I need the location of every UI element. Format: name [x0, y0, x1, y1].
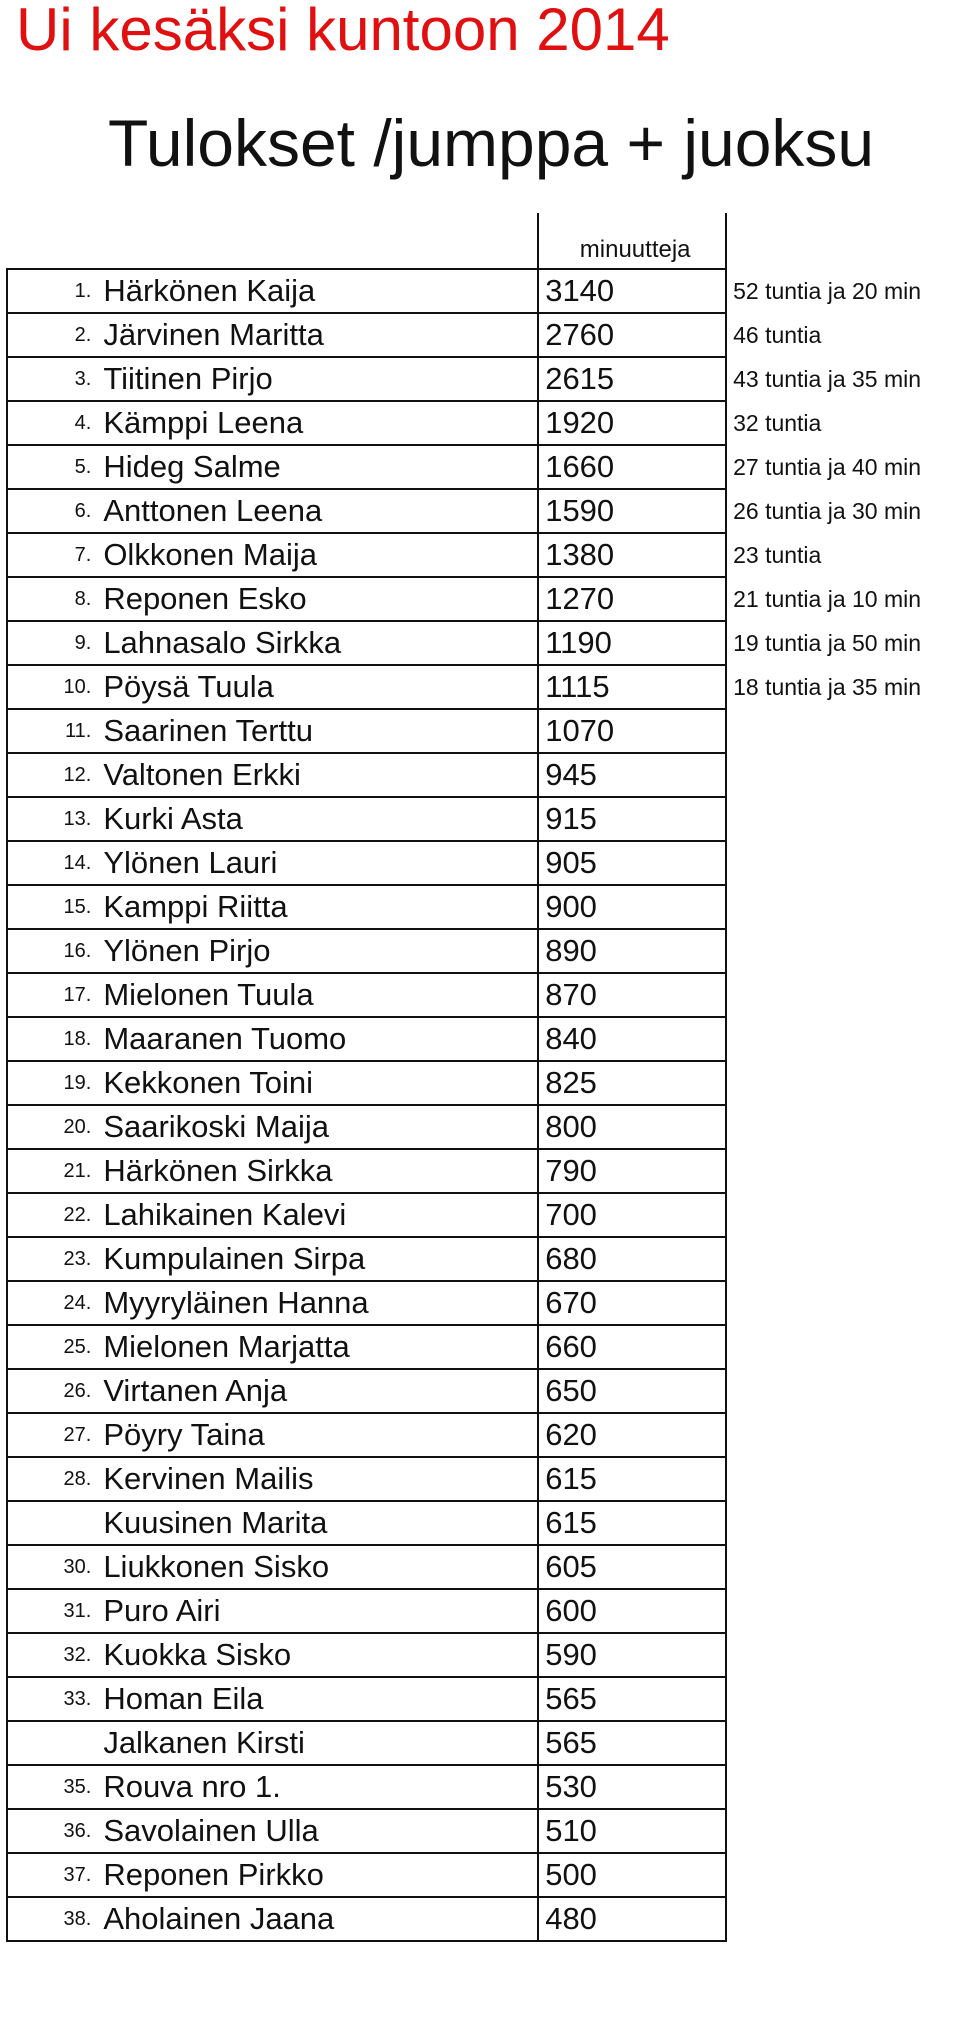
minutes-cell: 1590 — [538, 489, 726, 533]
name-cell: Kumpulainen Sirpa — [97, 1237, 538, 1281]
name-cell: Tiitinen Pirjo — [97, 357, 538, 401]
hours-cell — [726, 1677, 959, 1721]
minutes-cell: 825 — [538, 1061, 726, 1105]
name-cell: Pöysä Tuula — [97, 665, 538, 709]
table-row — [7, 1809, 959, 1853]
rank-cell: 7. — [7, 533, 97, 577]
table-row — [7, 1105, 959, 1149]
rank-cell: 18. — [7, 1017, 97, 1061]
hours-cell — [726, 1105, 959, 1149]
table-row — [7, 665, 959, 709]
table-row — [7, 1237, 959, 1281]
table-row — [7, 269, 959, 313]
table-row — [7, 313, 959, 357]
table-row — [7, 1193, 959, 1237]
name-cell: Aholainen Jaana — [97, 1897, 538, 1941]
name-cell: Mielonen Marjatta — [97, 1325, 538, 1369]
name-cell: Olkkonen Maija — [97, 533, 538, 577]
rank-cell: 14. — [7, 841, 97, 885]
hours-cell — [726, 1853, 959, 1897]
rank-header-cell — [7, 213, 97, 269]
hours-cell — [726, 885, 959, 929]
minutes-cell: 800 — [538, 1105, 726, 1149]
name-cell: Ylönen Lauri — [97, 841, 538, 885]
name-cell: Saarikoski Maija — [97, 1105, 538, 1149]
name-cell: Kuokka Sisko — [97, 1633, 538, 1677]
name-cell: Lahnasalo Sirkka — [97, 621, 538, 665]
minutes-cell: 615 — [538, 1501, 726, 1545]
table-row — [7, 885, 959, 929]
rank-cell: 30. — [7, 1545, 97, 1589]
rank-cell: 3. — [7, 357, 97, 401]
table-row — [7, 1501, 959, 1545]
name-cell: Ylönen Pirjo — [97, 929, 538, 973]
table-row — [7, 577, 959, 621]
rank-cell — [7, 1501, 97, 1545]
rank-cell: 16. — [7, 929, 97, 973]
hours-cell — [726, 1897, 959, 1941]
minutes-cell: 1660 — [538, 445, 726, 489]
minutes-cell: 605 — [538, 1545, 726, 1589]
hours-cell — [726, 1765, 959, 1809]
table-row — [7, 1721, 959, 1765]
table-row — [7, 533, 959, 577]
minutes-cell: 2615 — [538, 357, 726, 401]
rank-cell: 1. — [7, 269, 97, 313]
rank-cell: 10. — [7, 665, 97, 709]
rank-cell: 27. — [7, 1413, 97, 1457]
name-cell: Härkönen Sirkka — [97, 1149, 538, 1193]
name-cell: Myyryläinen Hanna — [97, 1281, 538, 1325]
minutes-cell: 510 — [538, 1809, 726, 1853]
minutes-cell: 1070 — [538, 709, 726, 753]
name-cell: Kekkonen Toini — [97, 1061, 538, 1105]
hours-cell: 19 tuntia ja 50 min — [733, 629, 922, 656]
rank-cell: 17. — [7, 973, 97, 1017]
hours-cell: 26 tuntia ja 30 min — [733, 497, 922, 524]
rank-cell: 32. — [7, 1633, 97, 1677]
name-cell: Rouva nro 1. — [97, 1765, 538, 1809]
table-row — [7, 1765, 959, 1809]
hours-cell — [726, 929, 959, 973]
name-cell: Valtonen Erkki — [97, 753, 538, 797]
rank-cell: 20. — [7, 1105, 97, 1149]
hours-cell: 32 tuntia — [733, 409, 822, 436]
hours-cell — [726, 1237, 959, 1281]
hours-cell — [726, 1589, 959, 1633]
rank-cell: 4. — [7, 401, 97, 445]
rank-cell: 11. — [7, 709, 97, 753]
results-table — [6, 213, 960, 1942]
table-row — [7, 489, 959, 533]
name-cell: Saarinen Terttu — [97, 709, 538, 753]
hours-header-cell — [726, 213, 959, 269]
table-row — [7, 1853, 959, 1897]
minutes-cell: 700 — [538, 1193, 726, 1237]
rank-cell — [7, 1721, 97, 1765]
table-row — [7, 357, 959, 401]
rank-cell: 12. — [7, 753, 97, 797]
hours-cell — [726, 797, 959, 841]
name-cell: Homan Eila — [97, 1677, 538, 1721]
hours-cell: 21 tuntia ja 10 min — [733, 585, 922, 612]
name-cell: Reponen Pirkko — [97, 1853, 538, 1897]
name-cell: Kuusinen Marita — [97, 1501, 538, 1545]
page-title: Tulokset /jumppa + juoksu — [108, 106, 875, 180]
name-cell: Kamppi Riitta — [97, 885, 538, 929]
hours-cell — [726, 1633, 959, 1677]
table-row — [7, 1545, 959, 1589]
table-row — [7, 1281, 959, 1325]
hours-cell — [726, 1809, 959, 1853]
minutes-cell: 790 — [538, 1149, 726, 1193]
rank-cell: 23. — [7, 1237, 97, 1281]
rank-cell: 24. — [7, 1281, 97, 1325]
minutes-cell: 680 — [538, 1237, 726, 1281]
name-cell: Anttonen Leena — [97, 489, 538, 533]
name-cell: Hideg Salme — [97, 445, 538, 489]
rank-cell: 22. — [7, 1193, 97, 1237]
name-cell: Järvinen Maritta — [97, 313, 538, 357]
minutes-cell: 1920 — [538, 401, 726, 445]
table-row — [7, 1061, 959, 1105]
hours-cell: 27 tuntia ja 40 min — [733, 453, 922, 480]
hours-cell — [726, 1413, 959, 1457]
rank-cell: 26. — [7, 1369, 97, 1413]
table-row — [7, 1369, 959, 1413]
hours-cell — [726, 1017, 959, 1061]
brand-title: Ui kesäksi kuntoon 2014 — [16, 0, 670, 63]
minutes-cell: 890 — [538, 929, 726, 973]
hours-cell — [726, 1149, 959, 1193]
rank-cell: 8. — [7, 577, 97, 621]
hours-cell: 43 tuntia ja 35 min — [733, 365, 922, 392]
hours-cell — [726, 753, 959, 797]
rank-cell: 21. — [7, 1149, 97, 1193]
minutes-cell: 900 — [538, 885, 726, 929]
table-row — [7, 929, 959, 973]
rank-cell: 15. — [7, 885, 97, 929]
name-cell: Puro Airi — [97, 1589, 538, 1633]
minutes-cell: 590 — [538, 1633, 726, 1677]
hours-cell — [726, 1325, 959, 1369]
minutes-cell: 565 — [538, 1721, 726, 1765]
rank-cell: 38. — [7, 1897, 97, 1941]
hours-cell — [726, 1545, 959, 1589]
hours-cell — [726, 1369, 959, 1413]
table-row — [7, 1633, 959, 1677]
name-cell: Kämppi Leena — [97, 401, 538, 445]
name-cell: Maaranen Tuomo — [97, 1017, 538, 1061]
rank-cell: 33. — [7, 1677, 97, 1721]
rank-cell: 36. — [7, 1809, 97, 1853]
rank-cell: 19. — [7, 1061, 97, 1105]
table-row — [7, 797, 959, 841]
minutes-cell: 2760 — [538, 313, 726, 357]
minutes-cell: 480 — [538, 1897, 726, 1941]
hours-cell — [726, 1281, 959, 1325]
hours-cell: 18 tuntia ja 35 min — [733, 673, 922, 700]
minutes-cell: 660 — [538, 1325, 726, 1369]
name-cell: Pöyry Taina — [97, 1413, 538, 1457]
minutes-cell: 840 — [538, 1017, 726, 1061]
table-row — [7, 1017, 959, 1061]
rank-cell: 35. — [7, 1765, 97, 1809]
hours-cell — [726, 973, 959, 1017]
table-row — [7, 753, 959, 797]
name-cell: Virtanen Anja — [97, 1369, 538, 1413]
hours-cell — [726, 1193, 959, 1237]
table-row — [7, 1149, 959, 1193]
hours-cell — [726, 1457, 959, 1501]
table-row — [7, 445, 959, 489]
minutes-cell: 565 — [538, 1677, 726, 1721]
hours-cell — [726, 841, 959, 885]
minutes-cell: 600 — [538, 1589, 726, 1633]
minutes-cell: 915 — [538, 797, 726, 841]
minutes-cell: 1380 — [538, 533, 726, 577]
minutes-cell: 1270 — [538, 577, 726, 621]
name-cell: Reponen Esko — [97, 577, 538, 621]
rank-cell: 5. — [7, 445, 97, 489]
minutes-cell: 620 — [538, 1413, 726, 1457]
table-row — [7, 1325, 959, 1369]
name-header-cell — [97, 213, 538, 269]
name-cell: Lahikainen Kalevi — [97, 1193, 538, 1237]
minutes-cell: 905 — [538, 841, 726, 885]
minutes-cell: 530 — [538, 1765, 726, 1809]
table-row — [7, 709, 959, 753]
table-row — [7, 841, 959, 885]
minutes-cell: 1190 — [538, 621, 726, 665]
name-cell: Jalkanen Kirsti — [97, 1721, 538, 1765]
hours-cell — [726, 1721, 959, 1765]
minutes-cell: 870 — [538, 973, 726, 1017]
rank-cell: 2. — [7, 313, 97, 357]
name-cell: Savolainen Ulla — [97, 1809, 538, 1853]
table-row — [7, 401, 959, 445]
minutes-cell: 670 — [538, 1281, 726, 1325]
table-row — [7, 621, 959, 665]
name-cell: Mielonen Tuula — [97, 973, 538, 1017]
minutes-header: minuutteja — [538, 213, 726, 269]
hours-cell — [726, 1501, 959, 1545]
rank-cell: 31. — [7, 1589, 97, 1633]
rank-cell: 28. — [7, 1457, 97, 1501]
rank-cell: 6. — [7, 489, 97, 533]
rank-cell: 37. — [7, 1853, 97, 1897]
rank-cell: 25. — [7, 1325, 97, 1369]
rank-cell: 9. — [7, 621, 97, 665]
table-row — [7, 1589, 959, 1633]
minutes-cell: 650 — [538, 1369, 726, 1413]
name-cell: Kervinen Mailis — [97, 1457, 538, 1501]
hours-cell: 23 tuntia — [733, 541, 822, 568]
hours-cell — [726, 1061, 959, 1105]
table-header-row — [7, 213, 959, 269]
name-cell: Liukkonen Sisko — [97, 1545, 538, 1589]
rank-cell: 13. — [7, 797, 97, 841]
name-cell: Kurki Asta — [97, 797, 538, 841]
hours-cell: 52 tuntia ja 20 min — [733, 277, 922, 304]
table-row — [7, 1897, 959, 1941]
table-row — [7, 1457, 959, 1501]
table-row — [7, 1677, 959, 1721]
minutes-cell: 615 — [538, 1457, 726, 1501]
table-row — [7, 973, 959, 1017]
table-row — [7, 1413, 959, 1457]
hours-cell: 46 tuntia — [733, 321, 822, 348]
minutes-cell: 3140 — [538, 269, 726, 313]
minutes-cell: 1115 — [538, 665, 726, 709]
hours-cell — [726, 709, 959, 753]
minutes-cell: 500 — [538, 1853, 726, 1897]
name-cell: Härkönen Kaija — [97, 269, 538, 313]
minutes-cell: 945 — [538, 753, 726, 797]
